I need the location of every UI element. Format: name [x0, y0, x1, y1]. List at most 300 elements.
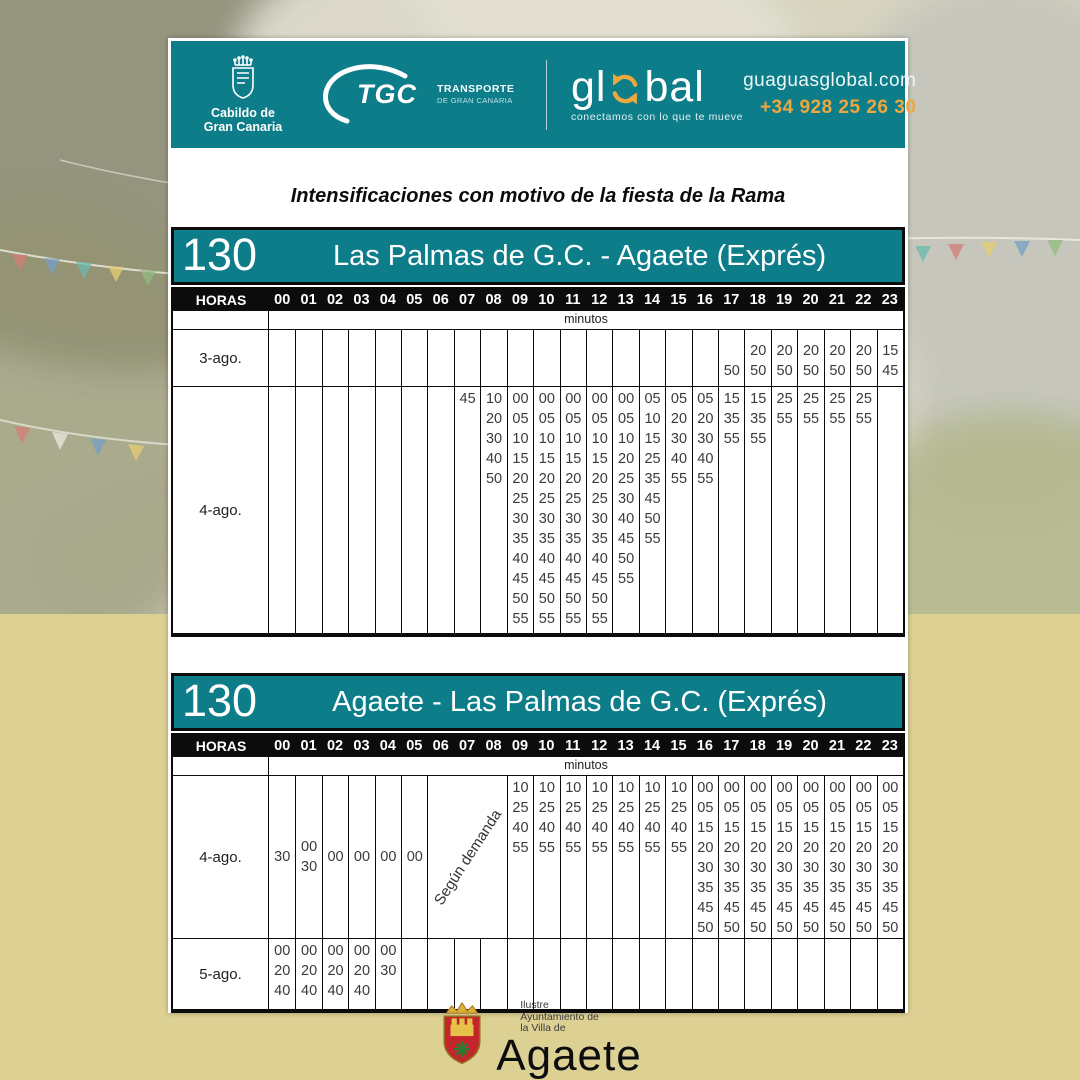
minutes-cell — [771, 387, 797, 633]
hour-header: 16 — [696, 292, 713, 308]
minutes-cell — [744, 387, 770, 633]
minute-value: 30 — [882, 860, 899, 876]
minute-value: 15 — [829, 820, 846, 836]
minute-value: 55 — [512, 840, 529, 856]
minutos-row — [173, 757, 903, 776]
minute-value: 25 — [802, 391, 820, 407]
hour-header: 14 — [643, 292, 661, 308]
minute-value: 10 — [644, 780, 661, 796]
minute-value: 25 — [538, 491, 555, 507]
minute-value: 20 — [855, 840, 872, 856]
tgc-subtitle1: TRANSPORTE — [437, 82, 515, 95]
minutes-cell — [427, 939, 453, 1009]
minute-value: 00 — [380, 849, 397, 865]
minute-value: 40 — [353, 983, 371, 999]
minute-value: 55 — [855, 411, 872, 427]
global-logo — [571, 63, 744, 123]
minutes-cell — [375, 387, 401, 633]
minute-value: 15 — [776, 820, 793, 836]
minutes-cell — [639, 939, 665, 1009]
horas-label: HORAS — [195, 292, 247, 308]
cabildo-shield-icon — [223, 55, 263, 103]
muni-line2: Ayuntamiento de — [520, 1010, 599, 1023]
header-divider — [546, 60, 547, 130]
minute-value: 15 — [882, 343, 899, 359]
hour-header: 09 — [511, 738, 529, 754]
minute-value: 40 — [485, 451, 503, 467]
minute-value: 05 — [882, 800, 899, 816]
minute-value: 00 — [380, 943, 397, 959]
minutes-cell — [295, 939, 321, 1009]
minute-value: 20 — [591, 471, 608, 487]
timetable-row — [173, 387, 903, 633]
hour-header: 01 — [300, 292, 317, 308]
minutes-cell — [824, 330, 850, 386]
hour-header: 23 — [881, 738, 898, 754]
minute-value: 25 — [618, 471, 635, 487]
minute-value: 25 — [591, 800, 608, 816]
minutes-cell — [348, 330, 374, 386]
minutes-cell — [533, 330, 559, 386]
hour-header: 10 — [538, 738, 555, 754]
minutes-cell — [401, 776, 427, 938]
minutes-cell — [375, 939, 401, 1009]
minute-value: 35 — [723, 880, 740, 896]
hour-header: 06 — [432, 738, 449, 754]
hour-header: 04 — [379, 738, 396, 754]
brand-header — [171, 41, 917, 148]
minute-value: 35 — [565, 531, 582, 547]
minute-value: 30 — [274, 849, 291, 865]
hour-header: 21 — [828, 738, 846, 754]
minute-value: 00 — [882, 780, 899, 796]
minute-value: 55 — [618, 840, 635, 856]
segun-demanda-cell — [427, 776, 506, 938]
minute-value: 25 — [538, 800, 555, 816]
minute-value: 05 — [776, 800, 793, 816]
minutes-cell — [718, 387, 744, 633]
date-label: 5-ago. — [173, 939, 269, 1009]
hour-header: 11 — [565, 292, 581, 308]
ayuntamiento-logo — [0, 999, 1080, 1080]
minute-value: 40 — [618, 820, 635, 836]
minute-value: 05 — [750, 800, 767, 816]
route-banner — [171, 673, 905, 731]
minutes-cell — [560, 776, 586, 938]
minute-value: 55 — [644, 840, 661, 856]
poster-title: Intensificaciones con motivo de la fiesta de la Rama — [290, 185, 786, 207]
minute-value: 00 — [618, 391, 635, 407]
minute-value: 35 — [829, 880, 846, 896]
route-name: Las Palmas de G.C. - Agaete (Exprés) — [332, 239, 827, 272]
minute-value: 40 — [274, 983, 291, 999]
minutos-row — [173, 311, 903, 330]
minute-value: 25 — [565, 800, 582, 816]
minute-value: 00 — [301, 943, 318, 959]
minutes-cell — [877, 387, 903, 633]
minute-value: 20 — [723, 840, 740, 856]
minute-value: 40 — [670, 451, 688, 467]
website-text: guaguasglobal.com — [743, 70, 917, 91]
date-label: 4-ago. — [173, 387, 269, 633]
hour-header: 22 — [855, 738, 872, 754]
hour-header: 13 — [617, 292, 634, 308]
minutes-cell — [269, 387, 295, 633]
minute-value: 40 — [538, 820, 555, 836]
minute-value: 30 — [802, 860, 820, 876]
hour-header: 00 — [274, 738, 291, 754]
minutes-cell — [612, 776, 638, 938]
minute-value: 00 — [591, 391, 608, 407]
hour-header: 17 — [723, 292, 740, 308]
timetable-outbound — [171, 227, 905, 637]
minute-value: 55 — [644, 531, 661, 547]
minutes-cell — [665, 939, 691, 1009]
minute-value: 50 — [750, 920, 767, 936]
hour-header: 23 — [881, 292, 898, 308]
muni-line3: la Villa de — [520, 1022, 566, 1034]
minute-value: 25 — [618, 800, 635, 816]
minutes-cell — [427, 387, 453, 633]
minute-value: 20 — [353, 963, 371, 979]
minute-value: 35 — [644, 471, 661, 487]
minute-value: 45 — [723, 900, 740, 916]
minute-value: 10 — [485, 391, 503, 407]
cabildo-name-line1: Cabildo de — [211, 106, 275, 120]
minute-value: 40 — [591, 551, 608, 567]
hour-header: 22 — [855, 292, 872, 308]
line-number: 130 — [182, 229, 258, 280]
minute-value: 20 — [670, 411, 688, 427]
minute-value: 20 — [855, 343, 872, 359]
minute-value: 40 — [512, 551, 529, 567]
minute-value: 30 — [591, 511, 608, 527]
tgc-logo — [313, 62, 538, 128]
hour-header: 15 — [670, 738, 687, 754]
agaete-coat-of-arms-icon — [438, 1000, 486, 1068]
minutes-cell — [771, 776, 797, 938]
minute-value: 55 — [776, 411, 793, 427]
minute-value: 30 — [618, 491, 635, 507]
minute-value: 10 — [538, 780, 555, 796]
minutes-cell — [322, 387, 348, 633]
minutes-cell — [612, 387, 638, 633]
minute-value: 45 — [591, 571, 608, 587]
minutes-cell — [586, 330, 612, 386]
minute-value: 50 — [776, 363, 793, 379]
minute-value: 20 — [301, 963, 318, 979]
minute-value: 55 — [829, 411, 846, 427]
minutes-cell — [612, 330, 638, 386]
route-banner — [171, 227, 905, 285]
route-name: Agaete - Las Palmas de G.C. (Exprés) — [332, 685, 827, 718]
minute-value: 10 — [618, 431, 635, 447]
hour-header: 21 — [828, 292, 846, 308]
hour-header: 00 — [274, 292, 291, 308]
minutes-cell — [269, 330, 295, 386]
global-tagline: conectamos con lo que te mueve — [571, 111, 744, 123]
minute-value: 00 — [353, 943, 371, 959]
minute-value: 55 — [697, 471, 714, 487]
minute-value: 40 — [565, 551, 582, 567]
minutes-cell — [797, 330, 823, 386]
hour-header: 01 — [300, 738, 317, 754]
timetable-row — [173, 330, 903, 387]
global-word-left: gl — [571, 63, 607, 111]
minute-value: 15 — [723, 820, 740, 836]
hour-header: 05 — [406, 292, 423, 308]
minute-value: 40 — [565, 820, 582, 836]
minute-value: 25 — [644, 451, 661, 467]
minute-value: 50 — [776, 920, 793, 936]
minutes-cell — [692, 330, 718, 386]
minute-value: 30 — [485, 431, 503, 447]
minute-value: 50 — [538, 591, 555, 607]
minute-value: 15 — [565, 451, 582, 467]
minutes-cell — [507, 776, 533, 938]
minute-value: 45 — [802, 900, 820, 916]
minute-value: 00 — [750, 780, 767, 796]
global-word-right: bal — [644, 63, 705, 111]
minute-value: 20 — [776, 840, 793, 856]
minute-value: 40 — [644, 820, 661, 836]
minute-value: 20 — [327, 963, 344, 979]
minutes-cell — [744, 330, 770, 386]
municipality-name: Agaete — [496, 1030, 642, 1080]
minute-value: 30 — [512, 511, 529, 527]
minute-value: 20 — [565, 471, 582, 487]
minute-value: 00 — [406, 849, 423, 865]
hour-header: 09 — [511, 292, 529, 308]
minute-value: 40 — [301, 983, 318, 999]
minutes-cell — [480, 330, 506, 386]
minute-value: 00 — [776, 780, 793, 796]
minute-value: 05 — [512, 411, 529, 427]
minutos-cell: minutos — [564, 312, 608, 326]
minute-value: 35 — [882, 880, 899, 896]
minute-value: 50 — [802, 363, 820, 379]
timetable-return — [171, 673, 905, 1013]
minutes-cell — [586, 939, 612, 1009]
minute-value: 50 — [750, 363, 767, 379]
minute-value: 20 — [274, 963, 291, 979]
minute-value: 50 — [565, 591, 582, 607]
minute-value: 20 — [802, 343, 820, 359]
hour-header: 18 — [749, 292, 766, 308]
minute-value: 40 — [697, 451, 714, 467]
minute-value: 30 — [565, 511, 582, 527]
minute-value: 35 — [512, 531, 529, 547]
minute-value: 20 — [776, 343, 793, 359]
minute-value: 00 — [565, 391, 582, 407]
hour-header: 03 — [353, 292, 370, 308]
minutes-cell — [771, 939, 797, 1009]
minute-value: 30 — [723, 860, 740, 876]
minute-value: 15 — [512, 451, 529, 467]
minute-value: 10 — [538, 431, 555, 447]
minute-value: 20 — [802, 840, 820, 856]
minutes-cell — [744, 939, 770, 1009]
minute-value: 35 — [855, 880, 872, 896]
phone-text: +34 928 25 26 30 — [759, 97, 917, 118]
minutes-cell — [665, 387, 691, 633]
muni-line1: Ilustre — [520, 999, 549, 1011]
minutes-cell — [850, 387, 876, 633]
minute-value: 30 — [301, 859, 318, 875]
hour-header: 12 — [591, 292, 608, 308]
date-label: 3-ago. — [173, 330, 269, 386]
minutes-cell — [586, 387, 612, 633]
minute-value: 45 — [855, 900, 872, 916]
minute-value: 35 — [591, 531, 608, 547]
minutes-cell — [639, 387, 665, 633]
date-label: 4-ago. — [173, 776, 269, 938]
minutes-cell — [797, 387, 823, 633]
minute-value: 55 — [750, 431, 767, 447]
minute-value: 15 — [802, 820, 820, 836]
minute-value: 05 — [591, 411, 608, 427]
minute-value: 50 — [855, 920, 872, 936]
minute-value: 35 — [802, 880, 820, 896]
minutes-cell — [560, 330, 586, 386]
minute-value: 35 — [697, 880, 714, 896]
ayuntamiento-text — [520, 1000, 641, 1035]
minute-value: 25 — [565, 491, 582, 507]
minute-value: 15 — [644, 431, 661, 447]
minute-value: 20 — [750, 343, 767, 359]
minute-value: 25 — [591, 491, 608, 507]
minute-value: 55 — [802, 411, 820, 427]
hour-header: 03 — [353, 738, 370, 754]
minute-value: 45 — [512, 571, 529, 587]
minute-value: 45 — [565, 571, 582, 587]
minute-value: 05 — [697, 391, 714, 407]
minutes-cell — [507, 387, 533, 633]
minute-value: 50 — [829, 920, 846, 936]
timetable-grid — [171, 287, 905, 637]
minutes-cell — [692, 387, 718, 633]
minute-value: 00 — [802, 780, 820, 796]
minute-value: 35 — [750, 880, 767, 896]
horas-label: HORAS — [195, 738, 247, 754]
minutes-cell — [612, 939, 638, 1009]
hour-header: 19 — [776, 738, 793, 754]
minute-value: 05 — [829, 800, 846, 816]
minutes-cell — [295, 776, 321, 938]
minute-value: 50 — [697, 920, 714, 936]
minute-value: 55 — [538, 611, 555, 627]
minute-value: 50 — [591, 591, 608, 607]
minute-value: 20 — [829, 840, 846, 856]
hour-header: 08 — [485, 292, 502, 308]
minute-value: 50 — [802, 920, 820, 936]
minutes-cell — [586, 776, 612, 938]
minute-value: 10 — [670, 780, 688, 796]
minute-value: 20 — [750, 840, 767, 856]
minute-value: 05 — [723, 800, 740, 816]
minutes-cell — [427, 330, 453, 386]
minute-value: 00 — [723, 780, 740, 796]
minute-value: 55 — [670, 840, 688, 856]
hour-header: 16 — [696, 738, 713, 754]
minute-value: 45 — [750, 900, 767, 916]
minute-value: 35 — [723, 411, 740, 427]
hour-header: 13 — [617, 738, 634, 754]
minute-value: 05 — [538, 411, 555, 427]
minute-value: 05 — [618, 411, 635, 427]
minute-value: 25 — [670, 800, 688, 816]
minutes-cell — [771, 330, 797, 386]
minute-value: 45 — [644, 491, 661, 507]
hour-header: 17 — [723, 738, 740, 754]
minute-value: 50 — [882, 920, 899, 936]
minute-value: 00 — [829, 780, 846, 796]
minute-value: 20 — [618, 451, 635, 467]
minute-value: 15 — [855, 820, 872, 836]
hour-header: 07 — [459, 738, 476, 754]
timetable-grid — [171, 733, 905, 1013]
hour-header: 02 — [326, 738, 344, 754]
minutes-cell — [877, 939, 903, 1009]
hour-header: 10 — [538, 292, 555, 308]
minute-value: 55 — [512, 611, 529, 627]
minute-value: 25 — [855, 391, 872, 407]
hour-header: 20 — [802, 738, 819, 754]
minutes-cell — [533, 776, 559, 938]
minutos-cell: minutos — [564, 758, 608, 772]
minute-value: 20 — [697, 840, 714, 856]
minute-value: 55 — [723, 431, 740, 447]
minute-value: 50 — [829, 363, 846, 379]
minute-value: 30 — [750, 860, 767, 876]
minute-value: 40 — [670, 820, 688, 836]
hours-header-row — [173, 735, 903, 757]
minute-value: 50 — [723, 920, 740, 936]
minute-value: 25 — [829, 391, 846, 407]
minutes-cell — [322, 330, 348, 386]
minute-value: 05 — [802, 800, 820, 816]
minute-value: 25 — [644, 800, 661, 816]
minutes-cell — [692, 939, 718, 1009]
hour-header: 18 — [749, 738, 766, 754]
minute-value: 05 — [644, 391, 661, 407]
minute-value: 50 — [855, 363, 872, 379]
minute-value: 20 — [512, 471, 529, 487]
minutes-cell — [507, 330, 533, 386]
minute-value: 30 — [697, 431, 714, 447]
minute-value: 40 — [327, 983, 344, 999]
minute-value: 05 — [670, 391, 688, 407]
minutes-cell — [454, 939, 480, 1009]
minutes-cell — [718, 776, 744, 938]
minute-value: 00 — [353, 849, 371, 865]
minute-value: 20 — [485, 411, 503, 427]
minute-value: 30 — [670, 431, 688, 447]
minutes-cell — [348, 776, 374, 938]
hour-header: 19 — [776, 292, 793, 308]
minute-value: 10 — [618, 780, 635, 796]
minutes-cell — [718, 330, 744, 386]
minute-value: 05 — [697, 800, 714, 816]
tgc-subtitle2: DE GRAN CANARIA — [437, 95, 513, 105]
minutes-cell — [295, 387, 321, 633]
minute-value: 55 — [565, 840, 582, 856]
minute-value: 40 — [538, 551, 555, 567]
minute-value: 25 — [512, 491, 529, 507]
minutes-cell — [480, 387, 506, 633]
minute-value: 40 — [512, 820, 529, 836]
minute-value: 15 — [697, 820, 714, 836]
